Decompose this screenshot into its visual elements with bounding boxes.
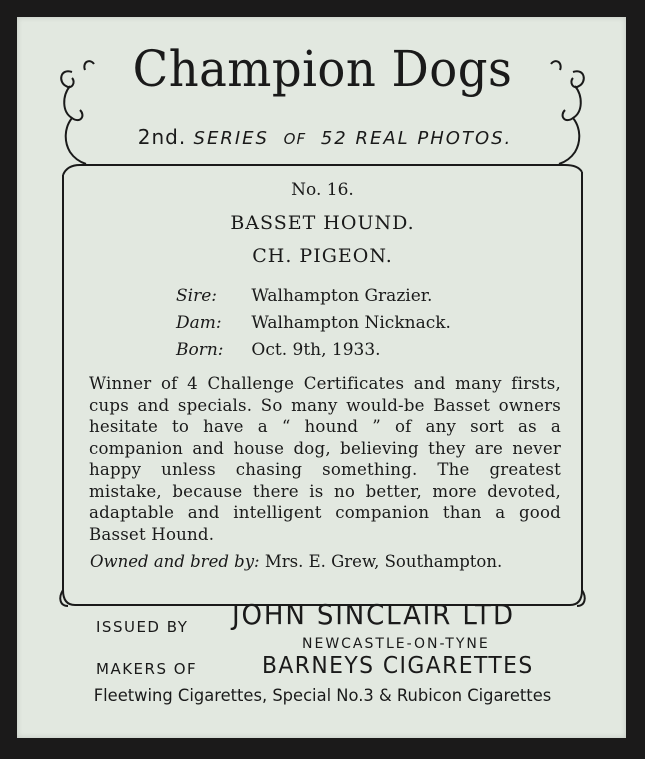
series-word: SERIES	[193, 128, 269, 149]
pedigree-label: Dam:	[176, 313, 222, 333]
footer-brands: Fleetwing Cigarettes, Special No.3 & Rubicon Cigarettes	[93, 686, 552, 706]
owner-value: Mrs. E. Grew, Southampton.	[264, 552, 503, 571]
pedigree-born	[176, 340, 381, 360]
brand-name: BARNEYS CIGARETTES	[262, 653, 534, 679]
pedigree-label: Sire:	[176, 286, 217, 306]
owner-line	[90, 552, 565, 571]
series-rest: 52 REAL PHOTOS.	[320, 128, 513, 149]
issued-by-label: ISSUED BY	[96, 618, 189, 636]
makers-of-label: MAKERS OF	[96, 660, 198, 678]
dog-name: CH. PIGEON.	[252, 245, 393, 267]
pedigree-value: Walhampton Grazier.	[251, 286, 433, 306]
breed-name: BASSET HOUND.	[230, 212, 415, 234]
pedigree-sire	[176, 286, 432, 306]
company-city: NEWCASTLE-ON-TYNE	[302, 636, 490, 652]
pedigree-label: Born:	[176, 340, 224, 360]
series-line	[90, 125, 560, 149]
owner-label: Owned and bred by:	[90, 552, 260, 571]
series-prefix: 2nd.	[137, 125, 187, 149]
card-title: Champion Dogs	[132, 40, 513, 98]
series-of: OF	[283, 130, 307, 148]
card-number: No. 16.	[291, 180, 354, 200]
pedigree-dam	[176, 313, 451, 333]
dog-description: Winner of 4 Challenge Certificates and many firsts, cups and specials. So many would-be Basset owners hesitate to have a “ hound ” of any sort as a companion and house dog, believing they are never happy unless chasing something. The greatest mistake, because there is no better, more devoted, adaptable and intelligent companion than a good Basset Hound.	[89, 374, 561, 544]
pedigree-value: Walhampton Nicknack.	[251, 313, 451, 333]
company-name: JOHN SINCLAIR LTD	[232, 598, 515, 631]
pedigree-value: Oct. 9th, 1933.	[251, 340, 381, 360]
